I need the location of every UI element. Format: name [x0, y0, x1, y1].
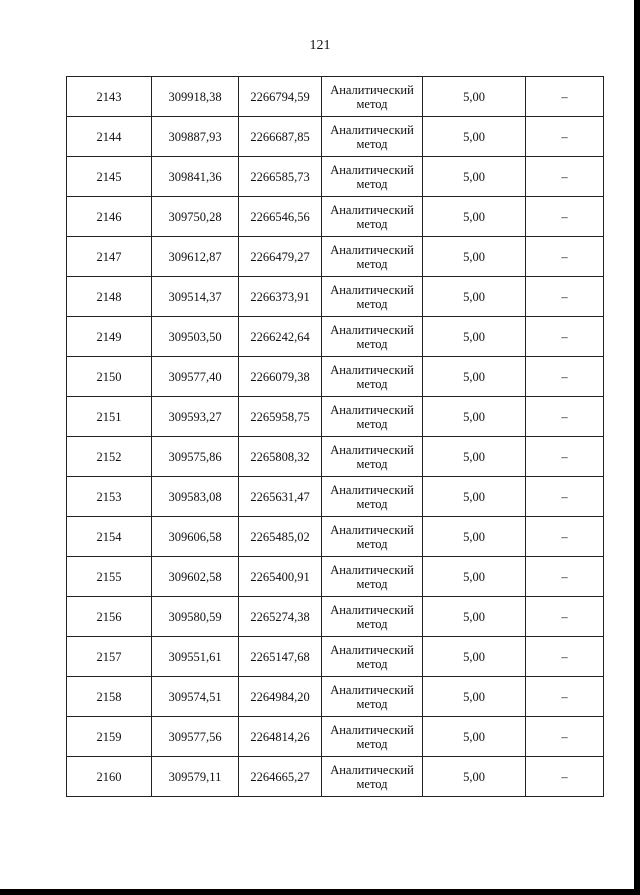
accuracy-value: 5,00 — [463, 569, 485, 584]
y-coordinate-value: 2266242,64 — [250, 329, 310, 344]
note-cell — [526, 717, 604, 757]
note-value: – — [561, 89, 568, 104]
coordinates-table — [66, 76, 604, 797]
y-coordinate-cell — [239, 637, 322, 677]
x-coordinate-cell — [152, 197, 239, 237]
method-cell — [322, 317, 423, 357]
y-coordinate-cell — [239, 317, 322, 357]
y-coordinate-value: 2264814,26 — [250, 729, 310, 744]
x-coordinate-cell — [152, 437, 239, 477]
y-coordinate-value: 2266546,56 — [250, 209, 310, 224]
point-number-value: 2158 — [96, 689, 122, 704]
point-number-value: 2146 — [96, 209, 122, 224]
point-number-cell — [67, 477, 152, 517]
accuracy-cell — [423, 717, 526, 757]
x-coordinate-cell — [152, 597, 239, 637]
x-coordinate-cell — [152, 677, 239, 717]
y-coordinate-cell — [239, 717, 322, 757]
accuracy-value: 5,00 — [463, 449, 485, 464]
method-line1: Аналитический — [330, 402, 414, 417]
method-line1: Аналитический — [330, 482, 414, 497]
point-number-value: 2145 — [96, 169, 122, 184]
y-coordinate-value: 2264665,27 — [250, 769, 310, 784]
point-number-value: 2155 — [96, 569, 122, 584]
y-coordinate-value: 2266585,73 — [250, 169, 310, 184]
note-cell — [526, 277, 604, 317]
y-coordinate-cell — [239, 397, 322, 437]
note-value: – — [561, 329, 568, 344]
method-cell — [322, 157, 423, 197]
note-cell — [526, 557, 604, 597]
note-value: – — [561, 489, 568, 504]
note-value: – — [561, 649, 568, 664]
y-coordinate-cell — [239, 357, 322, 397]
y-coordinate-cell — [239, 597, 322, 637]
y-coordinate-value: 2265808,32 — [250, 449, 310, 464]
point-number-value: 2148 — [96, 289, 122, 304]
point-number-value: 2150 — [96, 369, 122, 384]
x-coordinate-value: 309887,93 — [168, 129, 222, 144]
page-number: 121 — [309, 38, 331, 53]
x-coordinate-cell — [152, 717, 239, 757]
method-line2: метод — [356, 536, 388, 551]
note-value: – — [561, 369, 568, 384]
note-cell — [526, 757, 604, 797]
y-coordinate-cell — [239, 437, 322, 477]
point-number-value: 2144 — [96, 129, 122, 144]
y-coordinate-cell — [239, 157, 322, 197]
method-line2: метод — [356, 416, 388, 431]
note-value: – — [561, 569, 568, 584]
note-cell — [526, 157, 604, 197]
y-coordinate-cell — [239, 277, 322, 317]
note-cell — [526, 637, 604, 677]
note-cell — [526, 477, 604, 517]
x-coordinate-cell — [152, 157, 239, 197]
point-number-cell — [67, 357, 152, 397]
accuracy-cell — [423, 277, 526, 317]
point-number-value: 2154 — [96, 529, 122, 544]
accuracy-cell — [423, 757, 526, 797]
note-cell — [526, 197, 604, 237]
accuracy-value: 5,00 — [463, 409, 485, 424]
x-coordinate-value: 309551,61 — [168, 649, 222, 664]
method-cell — [322, 77, 423, 117]
method-cell — [322, 277, 423, 317]
method-cell — [322, 557, 423, 597]
x-coordinate-cell — [152, 637, 239, 677]
y-coordinate-cell — [239, 197, 322, 237]
y-coordinate-value: 2265485,02 — [250, 529, 310, 544]
method-line2: метод — [356, 216, 388, 231]
method-cell — [322, 597, 423, 637]
x-coordinate-value: 309579,11 — [168, 769, 222, 784]
x-coordinate-value: 309602,58 — [168, 569, 222, 584]
point-number-cell — [67, 757, 152, 797]
note-cell — [526, 677, 604, 717]
note-cell — [526, 437, 604, 477]
y-coordinate-cell — [239, 757, 322, 797]
method-line2: метод — [356, 696, 388, 711]
table-row — [67, 237, 604, 277]
x-coordinate-cell — [152, 397, 239, 437]
table-row — [67, 637, 604, 677]
accuracy-cell — [423, 557, 526, 597]
method-line1: Аналитический — [330, 322, 414, 337]
accuracy-cell — [423, 237, 526, 277]
accuracy-cell — [423, 637, 526, 677]
method-line2: метод — [356, 96, 388, 111]
accuracy-value: 5,00 — [463, 249, 485, 264]
method-cell — [322, 517, 423, 557]
table-row — [67, 717, 604, 757]
accuracy-cell — [423, 357, 526, 397]
note-value: – — [561, 129, 568, 144]
method-cell — [322, 357, 423, 397]
point-number-value: 2152 — [96, 449, 122, 464]
note-value: – — [561, 209, 568, 224]
accuracy-cell — [423, 517, 526, 557]
y-coordinate-value: 2265274,38 — [250, 609, 310, 624]
note-value: – — [561, 769, 568, 784]
y-coordinate-value: 2266373,91 — [250, 289, 310, 304]
x-coordinate-value: 309580,59 — [168, 609, 222, 624]
accuracy-value: 5,00 — [463, 729, 485, 744]
x-coordinate-cell — [152, 117, 239, 157]
x-coordinate-cell — [152, 757, 239, 797]
note-cell — [526, 357, 604, 397]
method-line1: Аналитический — [330, 682, 414, 697]
x-coordinate-value: 309577,56 — [168, 729, 222, 744]
method-cell — [322, 437, 423, 477]
method-line1: Аналитический — [330, 562, 414, 577]
point-number-cell — [67, 197, 152, 237]
point-number-cell — [67, 277, 152, 317]
note-value: – — [561, 409, 568, 424]
x-coordinate-value: 309503,50 — [168, 329, 222, 344]
table-row — [67, 597, 604, 637]
x-coordinate-value: 309593,27 — [168, 409, 222, 424]
accuracy-cell — [423, 597, 526, 637]
note-value: – — [561, 249, 568, 264]
x-coordinate-value: 309750,28 — [168, 209, 222, 224]
accuracy-value: 5,00 — [463, 289, 485, 304]
method-cell — [322, 717, 423, 757]
y-coordinate-value: 2265147,68 — [250, 649, 310, 664]
note-value: – — [561, 289, 568, 304]
note-cell — [526, 317, 604, 357]
coordinates-table-body — [67, 77, 604, 797]
point-number-cell — [67, 157, 152, 197]
table-row — [67, 557, 604, 597]
x-coordinate-cell — [152, 277, 239, 317]
point-number-value: 2160 — [96, 769, 122, 784]
point-number-cell — [67, 237, 152, 277]
x-coordinate-value: 309841,36 — [168, 169, 222, 184]
y-coordinate-value: 2266479,27 — [250, 249, 310, 264]
point-number-value: 2157 — [96, 649, 122, 664]
point-number-cell — [67, 717, 152, 757]
accuracy-value: 5,00 — [463, 609, 485, 624]
scan-border-bottom — [0, 889, 640, 895]
method-line2: метод — [356, 656, 388, 671]
y-coordinate-cell — [239, 77, 322, 117]
point-number-value: 2151 — [96, 409, 122, 424]
method-line2: метод — [356, 496, 388, 511]
x-coordinate-cell — [152, 517, 239, 557]
note-value: – — [561, 169, 568, 184]
note-cell — [526, 237, 604, 277]
method-cell — [322, 117, 423, 157]
method-line1: Аналитический — [330, 242, 414, 257]
point-number-cell — [67, 117, 152, 157]
accuracy-value: 5,00 — [463, 129, 485, 144]
x-coordinate-value: 309918,38 — [168, 89, 222, 104]
method-cell — [322, 637, 423, 677]
accuracy-value: 5,00 — [463, 369, 485, 384]
method-line2: метод — [356, 616, 388, 631]
scan-border-right — [634, 0, 640, 895]
method-cell — [322, 677, 423, 717]
table-row — [67, 397, 604, 437]
method-line2: метод — [356, 736, 388, 751]
y-coordinate-cell — [239, 557, 322, 597]
x-coordinate-cell — [152, 357, 239, 397]
point-number-cell — [67, 77, 152, 117]
method-line1: Аналитический — [330, 602, 414, 617]
point-number-value: 2149 — [96, 329, 122, 344]
point-number-cell — [67, 517, 152, 557]
accuracy-cell — [423, 197, 526, 237]
method-line1: Аналитический — [330, 202, 414, 217]
method-cell — [322, 477, 423, 517]
point-number-value: 2153 — [96, 489, 122, 504]
table-row — [67, 157, 604, 197]
y-coordinate-value: 2265958,75 — [250, 409, 310, 424]
method-cell — [322, 397, 423, 437]
x-coordinate-value: 309514,37 — [168, 289, 222, 304]
note-value: – — [561, 529, 568, 544]
accuracy-value: 5,00 — [463, 689, 485, 704]
note-cell — [526, 117, 604, 157]
method-line1: Аналитический — [330, 82, 414, 97]
y-coordinate-cell — [239, 117, 322, 157]
table-row — [67, 77, 604, 117]
method-line2: метод — [356, 176, 388, 191]
y-coordinate-cell — [239, 237, 322, 277]
y-coordinate-value: 2266079,38 — [250, 369, 310, 384]
x-coordinate-cell — [152, 237, 239, 277]
x-coordinate-value: 309574,51 — [168, 689, 222, 704]
point-number-cell — [67, 597, 152, 637]
x-coordinate-cell — [152, 77, 239, 117]
x-coordinate-cell — [152, 477, 239, 517]
accuracy-value: 5,00 — [463, 209, 485, 224]
y-coordinate-value: 2266687,85 — [250, 129, 310, 144]
method-line1: Аналитический — [330, 642, 414, 657]
accuracy-cell — [423, 77, 526, 117]
accuracy-cell — [423, 117, 526, 157]
point-number-value: 2143 — [96, 89, 122, 104]
point-number-cell — [67, 637, 152, 677]
note-cell — [526, 517, 604, 557]
table-row — [67, 757, 604, 797]
y-coordinate-cell — [239, 517, 322, 557]
x-coordinate-cell — [152, 317, 239, 357]
accuracy-value: 5,00 — [463, 89, 485, 104]
method-line1: Аналитический — [330, 162, 414, 177]
accuracy-cell — [423, 677, 526, 717]
note-value: – — [561, 729, 568, 744]
point-number-cell — [67, 437, 152, 477]
method-line1: Аналитический — [330, 722, 414, 737]
method-line1: Аналитический — [330, 762, 414, 777]
table-row — [67, 517, 604, 557]
x-coordinate-value: 309575,86 — [168, 449, 222, 464]
method-line2: метод — [356, 336, 388, 351]
y-coordinate-value: 2264984,20 — [250, 689, 310, 704]
table-row — [67, 477, 604, 517]
x-coordinate-cell — [152, 557, 239, 597]
note-cell — [526, 397, 604, 437]
y-coordinate-cell — [239, 477, 322, 517]
note-value: – — [561, 689, 568, 704]
method-line2: метод — [356, 376, 388, 391]
y-coordinate-value: 2266794,59 — [250, 89, 310, 104]
y-coordinate-cell — [239, 677, 322, 717]
accuracy-value: 5,00 — [463, 649, 485, 664]
accuracy-value: 5,00 — [463, 489, 485, 504]
y-coordinate-value: 2265631,47 — [250, 489, 310, 504]
method-line2: метод — [356, 136, 388, 151]
table-row — [67, 117, 604, 157]
accuracy-value: 5,00 — [463, 329, 485, 344]
table-row — [67, 437, 604, 477]
method-line2: метод — [356, 776, 388, 791]
table-row — [67, 317, 604, 357]
method-cell — [322, 237, 423, 277]
note-value: – — [561, 609, 568, 624]
y-coordinate-value: 2265400,91 — [250, 569, 310, 584]
note-value: – — [561, 449, 568, 464]
accuracy-cell — [423, 397, 526, 437]
accuracy-value: 5,00 — [463, 529, 485, 544]
method-cell — [322, 757, 423, 797]
note-cell — [526, 77, 604, 117]
point-number-cell — [67, 557, 152, 597]
method-line2: метод — [356, 576, 388, 591]
method-line2: метод — [356, 296, 388, 311]
method-line1: Аналитический — [330, 522, 414, 537]
method-line2: метод — [356, 456, 388, 471]
point-number-cell — [67, 677, 152, 717]
point-number-cell — [67, 317, 152, 357]
accuracy-cell — [423, 437, 526, 477]
accuracy-cell — [423, 157, 526, 197]
method-line1: Аналитический — [330, 442, 414, 457]
method-line2: метод — [356, 256, 388, 271]
method-line1: Аналитический — [330, 122, 414, 137]
method-line1: Аналитический — [330, 282, 414, 297]
table-row — [67, 197, 604, 237]
x-coordinate-value: 309612,87 — [168, 249, 222, 264]
table-row — [67, 357, 604, 397]
point-number-value: 2147 — [96, 249, 122, 264]
accuracy-cell — [423, 317, 526, 357]
accuracy-cell — [423, 477, 526, 517]
accuracy-value: 5,00 — [463, 169, 485, 184]
table-row — [67, 277, 604, 317]
x-coordinate-value: 309606,58 — [168, 529, 222, 544]
accuracy-value: 5,00 — [463, 769, 485, 784]
note-cell — [526, 597, 604, 637]
point-number-value: 2156 — [96, 609, 122, 624]
x-coordinate-value: 309583,08 — [168, 489, 222, 504]
x-coordinate-value: 309577,40 — [168, 369, 222, 384]
table-row — [67, 677, 604, 717]
method-cell — [322, 197, 423, 237]
point-number-value: 2159 — [96, 729, 122, 744]
point-number-cell — [67, 397, 152, 437]
method-line1: Аналитический — [330, 362, 414, 377]
